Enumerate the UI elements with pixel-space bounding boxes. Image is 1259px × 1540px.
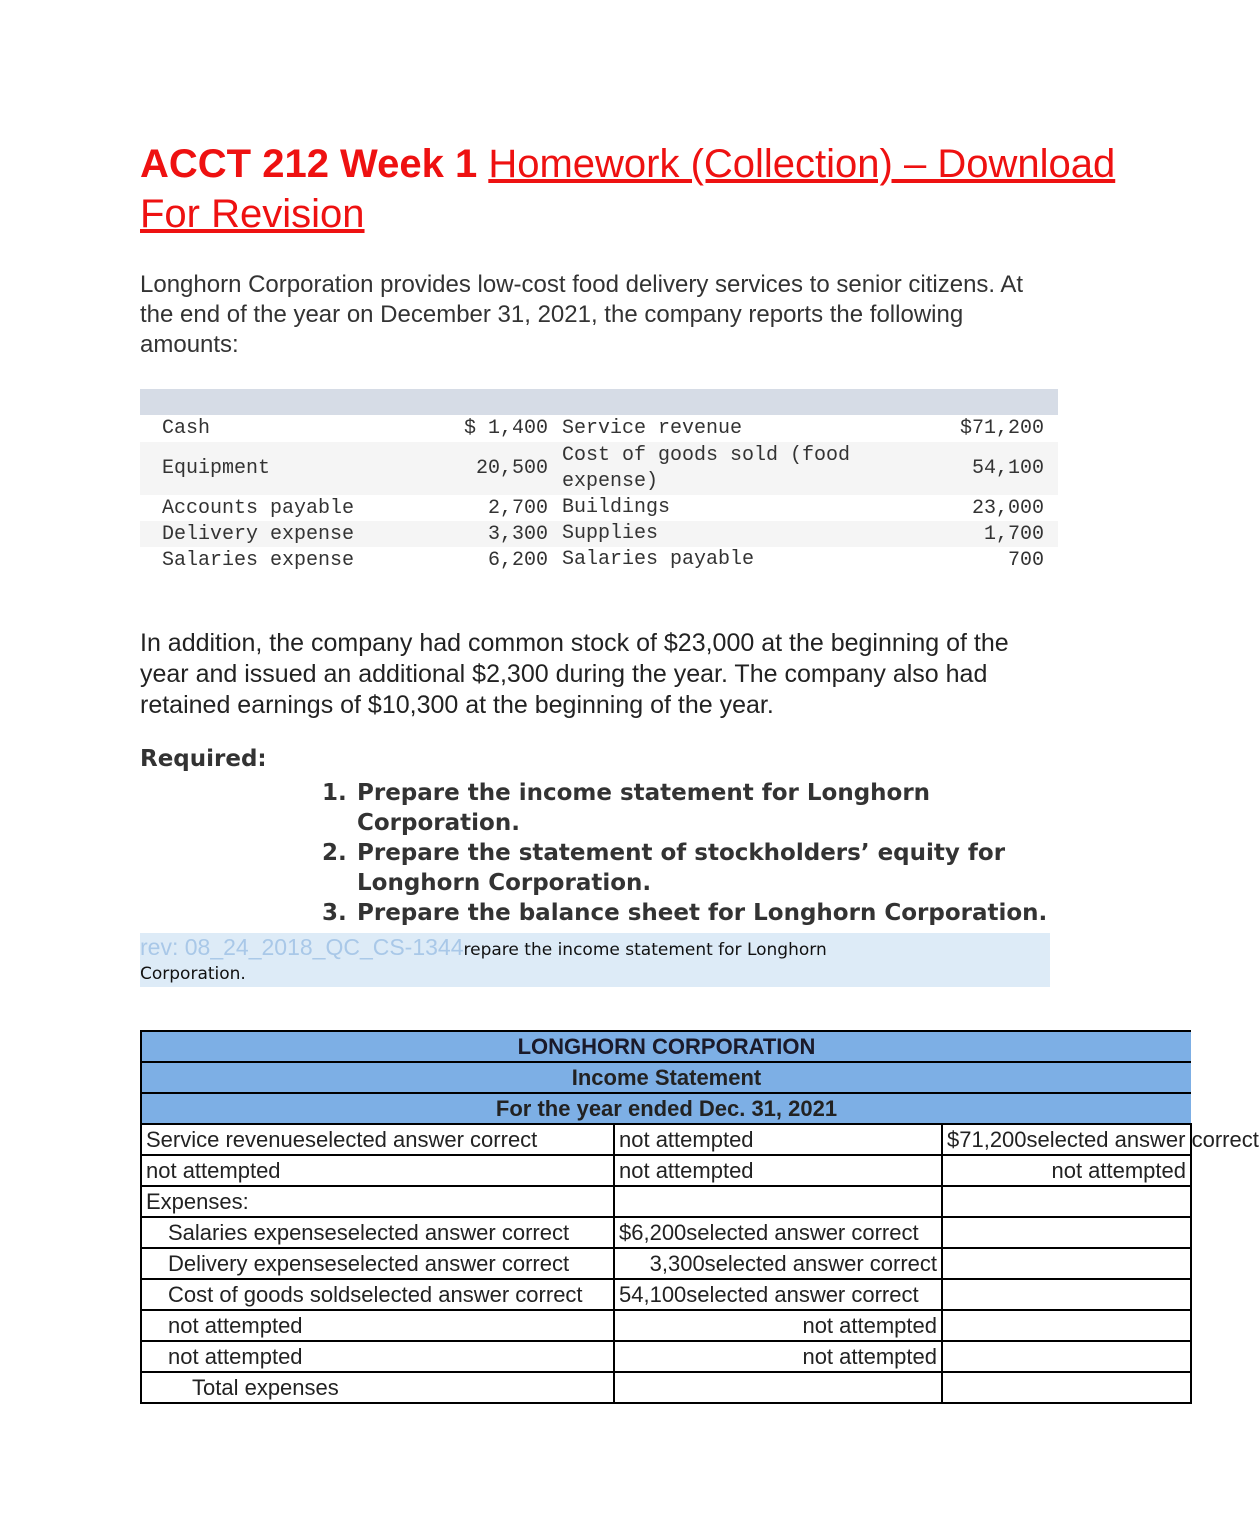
row-total[interactable] xyxy=(942,1310,1191,1341)
accounts-row xyxy=(140,495,1058,521)
step-text: Prepare the balance sheet for Longhorn Corporation. xyxy=(357,900,1048,926)
row-total[interactable]: not attempted xyxy=(942,1155,1191,1186)
revision-line xyxy=(140,934,827,961)
row-label[interactable]: not attempted xyxy=(141,1155,614,1186)
revision-text-continued: Corporation. xyxy=(140,964,246,984)
row-amount[interactable]: not attempted xyxy=(614,1310,942,1341)
table-row xyxy=(141,1124,1191,1155)
intro-paragraph: Longhorn Corporation provides low-cost food delivery services to senior citizens. At the end of the year on December 31, 2021, the company reports the following amounts: xyxy=(140,271,1024,358)
account-name: Equipment xyxy=(162,457,271,480)
step-text: Prepare the statement of stockholders’ equity for Longhorn Corporation. xyxy=(357,840,1006,896)
row-label[interactable]: Delivery expenseselected answer correct xyxy=(141,1248,614,1279)
step-text: Prepare the income statement for Longhorn Corporation. xyxy=(357,780,931,836)
row-label[interactable]: Cost of goods soldselected answer correct xyxy=(141,1279,614,1310)
account-amount: $ 1,400 xyxy=(463,417,548,440)
row-total[interactable] xyxy=(942,1341,1191,1372)
row-amount[interactable]: not attempted xyxy=(614,1341,942,1372)
account-name: Salaries payable xyxy=(562,548,755,571)
required-heading: Required: xyxy=(140,746,267,772)
row-label[interactable]: Service revenueselected answer correct xyxy=(141,1124,614,1155)
step-item xyxy=(322,898,1062,928)
account-amount: 6,200 xyxy=(487,548,548,572)
addition-paragraph: In addition, the company had common stock of $23,000 at the beginning of the year and issued an additional $2,300 during the year. The company also had retained earnings of $10,300 at the beginning of the year. xyxy=(140,629,1009,719)
title-link-continued[interactable]: For Revision xyxy=(140,192,365,236)
table-row xyxy=(141,1217,1191,1248)
account-amount: 54,100 xyxy=(971,457,1044,480)
accounts-table-header-band xyxy=(140,389,1058,415)
table-row xyxy=(141,1248,1191,1279)
statement-period: For the year ended Dec. 31, 2021 xyxy=(141,1093,1191,1124)
row-label[interactable]: Salaries expenseselected answer correct xyxy=(141,1217,614,1248)
title-link[interactable]: Homework (Collection) – Download xyxy=(488,142,1116,186)
accounts-row xyxy=(140,415,1058,442)
row-amount[interactable]: not attempted xyxy=(614,1124,942,1155)
row-label: Expenses: xyxy=(141,1186,614,1217)
row-amount[interactable]: not attempted xyxy=(614,1155,942,1186)
account-amount: 3,300 xyxy=(487,522,548,546)
row-label: Total expenses xyxy=(141,1372,614,1403)
account-name: Cash xyxy=(162,417,211,440)
account-name: Delivery expense xyxy=(162,522,355,546)
revision-code: rev: 08_24_2018_QC_CS-1344 xyxy=(140,934,464,960)
accounts-table xyxy=(140,415,1058,573)
required-steps-list xyxy=(322,778,1062,928)
row-total[interactable] xyxy=(942,1186,1191,1217)
row-total[interactable] xyxy=(942,1248,1191,1279)
row-amount[interactable]: 3,300selected answer correct xyxy=(614,1248,942,1279)
step-number: 1. xyxy=(322,780,347,806)
document-title xyxy=(140,140,1190,188)
title-course: ACCT 212 Week 1 xyxy=(140,142,478,186)
table-row xyxy=(141,1372,1191,1403)
statement-company: LONGHORN CORPORATION xyxy=(141,1031,1191,1062)
step-number: 3. xyxy=(322,900,347,926)
table-row xyxy=(141,1310,1191,1341)
statement-title: Income Statement xyxy=(141,1062,1191,1093)
step-item xyxy=(322,778,1062,838)
row-amount[interactable]: $6,200selected answer correct xyxy=(614,1217,942,1248)
account-amount: 700 xyxy=(1007,548,1044,572)
row-label[interactable]: not attempted xyxy=(141,1341,614,1372)
account-name: Accounts payable xyxy=(162,496,355,520)
row-total[interactable] xyxy=(942,1279,1191,1310)
account-name: Service revenue xyxy=(562,416,743,440)
revision-text: repare the income statement for Longhorn xyxy=(463,940,827,960)
accounts-row xyxy=(140,547,1058,573)
accounts-row xyxy=(140,442,1058,495)
account-name: Supplies xyxy=(562,522,659,545)
account-amount: 23,000 xyxy=(971,496,1044,520)
step-item xyxy=(322,838,1062,898)
income-statement-table xyxy=(140,1030,1259,1404)
account-amount: 20,500 xyxy=(475,457,548,480)
table-row xyxy=(141,1279,1191,1310)
account-name: Cost of goods sold (food expense) xyxy=(562,443,851,493)
row-amount[interactable] xyxy=(614,1372,942,1403)
row-amount[interactable] xyxy=(614,1186,942,1217)
table-row xyxy=(141,1186,1191,1217)
account-amount: $71,200 xyxy=(959,417,1044,440)
row-total[interactable] xyxy=(942,1372,1191,1403)
account-amount: 1,700 xyxy=(983,522,1044,546)
table-row xyxy=(141,1155,1191,1186)
account-name: Salaries expense xyxy=(162,548,355,572)
table-row xyxy=(141,1341,1191,1372)
account-amount: 2,700 xyxy=(487,496,548,520)
row-total[interactable] xyxy=(942,1217,1191,1248)
row-label[interactable]: not attempted xyxy=(141,1310,614,1341)
row-total[interactable]: $71,200selected answer correct xyxy=(942,1124,1191,1155)
account-name: Buildings xyxy=(562,496,671,519)
step-number: 2. xyxy=(322,840,347,866)
accounts-row xyxy=(140,521,1058,547)
row-amount[interactable]: 54,100selected answer correct xyxy=(614,1279,942,1310)
